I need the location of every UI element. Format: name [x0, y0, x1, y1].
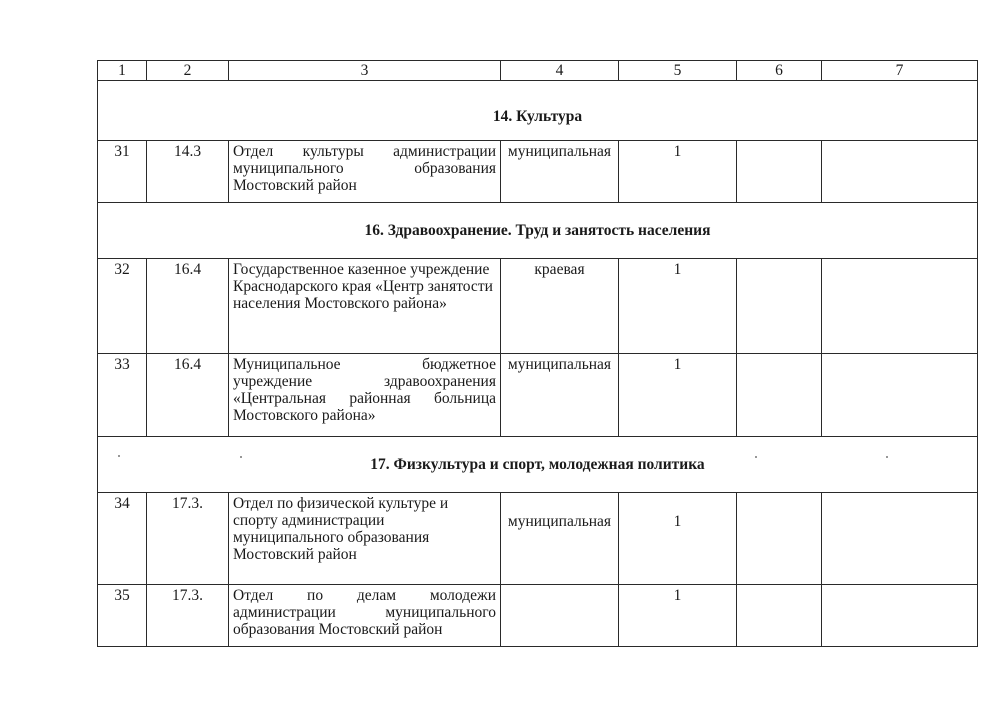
section-row [98, 81, 978, 141]
row-name: Муниципальное бюджетное учреждение здравоохранения «Центральная районная больница Мостовского района» [229, 354, 501, 437]
section-row [98, 203, 978, 259]
scan-speck [118, 455, 120, 457]
row-code: 16.4 [147, 354, 229, 437]
row-empty-cell [822, 493, 978, 585]
row-code: 16.4 [147, 259, 229, 354]
column-header: 2 [147, 61, 229, 81]
row-type: муниципальная [501, 354, 619, 437]
row-name: Государственное казенное учреждение Краснодарского края «Центр занятости населения Мостовского района» [229, 259, 501, 354]
row-count: 1 [619, 354, 737, 437]
row-empty-cell [822, 141, 978, 203]
column-header: 6 [737, 61, 822, 81]
row-name: Отдел по физической культуре и спорту администрации муниципального образования Мостовский район [229, 493, 501, 585]
row-type: краевая [501, 259, 619, 354]
section-row [98, 437, 978, 493]
row-count: 1 [619, 493, 737, 585]
row-code: 17.3. [147, 493, 229, 585]
column-header: 7 [822, 61, 978, 81]
column-header: 5 [619, 61, 737, 81]
column-number-row [98, 61, 978, 81]
section-title: 16. Здравоохранение. Труд и занятость населения [98, 203, 978, 259]
document-table [97, 60, 978, 647]
row-number: 34 [98, 493, 147, 585]
row-empty-cell [822, 354, 978, 437]
column-header: 3 [229, 61, 501, 81]
row-number: 33 [98, 354, 147, 437]
row-name: Отдел культуры администрации муниципального образования Мостовский район [229, 141, 501, 203]
section-title: 14. Культура [98, 81, 978, 141]
row-empty-cell [737, 354, 822, 437]
row-number: 31 [98, 141, 147, 203]
row-empty-cell [737, 585, 822, 647]
section-title: 17. Физкультура и спорт, молодежная политика [98, 437, 978, 493]
row-name: Отдел по делам молодежи администрации муниципального образования Мостовский район [229, 585, 501, 647]
row-count: 1 [619, 141, 737, 203]
row-empty-cell [737, 141, 822, 203]
row-empty-cell [737, 259, 822, 354]
row-empty-cell [822, 585, 978, 647]
row-empty-cell [737, 493, 822, 585]
table-row [98, 354, 978, 437]
scan-speck [755, 456, 757, 458]
row-count: 1 [619, 585, 737, 647]
row-count: 1 [619, 259, 737, 354]
row-code: 14.3 [147, 141, 229, 203]
row-type [501, 585, 619, 647]
row-number: 35 [98, 585, 147, 647]
table-row [98, 585, 978, 647]
row-empty-cell [822, 259, 978, 354]
column-header: 1 [98, 61, 147, 81]
column-header: 4 [501, 61, 619, 81]
row-number: 32 [98, 259, 147, 354]
table-row [98, 259, 978, 354]
table-row [98, 141, 978, 203]
row-type: муниципальная [501, 141, 619, 203]
scan-speck [886, 456, 888, 458]
row-type: муниципальная [501, 493, 619, 585]
scan-speck [240, 456, 242, 458]
table-row [98, 493, 978, 585]
row-code: 17.3. [147, 585, 229, 647]
